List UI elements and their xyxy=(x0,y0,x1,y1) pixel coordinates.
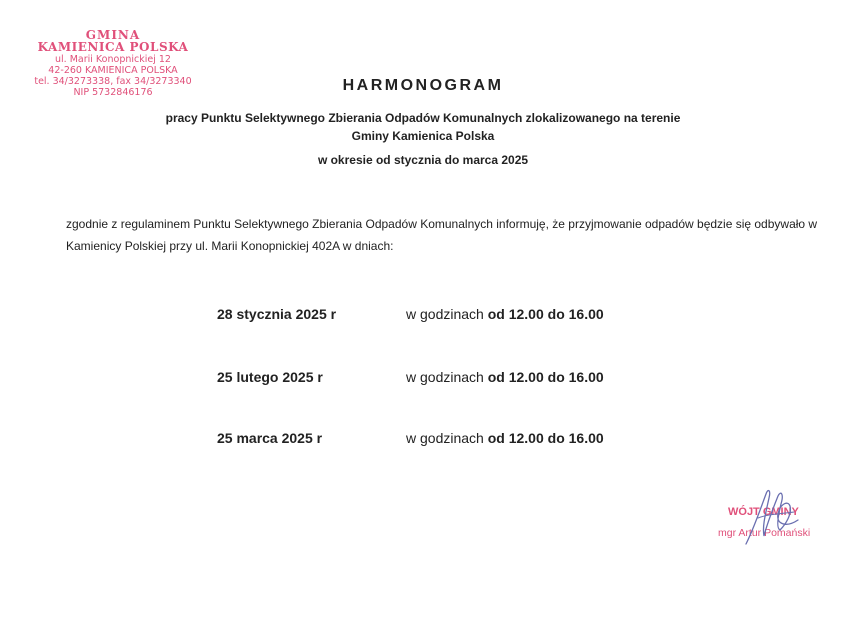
stamp-line-name: KAMIENICA POLSKA xyxy=(37,40,189,54)
hours-prefix: w godzinach xyxy=(406,430,488,446)
signature-name: mgr Artur Pomański xyxy=(718,527,811,539)
hours-range: od 12.00 do 16.00 xyxy=(487,306,604,322)
schedule-hours xyxy=(406,430,604,446)
schedule-date: 25 lutego 2025 r xyxy=(217,369,323,385)
schedule-date: 25 marca 2025 r xyxy=(217,430,323,446)
hours-prefix: w godzinach xyxy=(406,369,488,385)
hours-range: od 12.00 do 16.00 xyxy=(487,369,604,385)
document-title: HARMONOGRAM xyxy=(342,77,504,94)
stamp-line-nip: NIP 5732846176 xyxy=(73,87,153,98)
subtitle-line-2: Gminy Kamienica Polska xyxy=(351,129,495,143)
period-text: w okresie od stycznia do marca 2025 xyxy=(317,153,529,167)
schedule-date: 28 stycznia 2025 r xyxy=(217,306,337,322)
intro-paragraph: zgodnie z regulaminem Punktu Selektywnego Zbierania Odpadów Komunalnych informuję, że przyjmowanie odpadów będzie się odbywało w Kamienicy Polskiej przy ul. Marii Konopnickiej 402A w dniach: xyxy=(66,217,818,253)
hours-range: od 12.00 do 16.00 xyxy=(487,430,604,446)
subtitle-line-1: pracy Punktu Selektywnego Zbierania Odpadów Komunalnych zlokalizowanego na terenie xyxy=(165,111,681,125)
signature-title: WÓJT GMINY xyxy=(728,506,799,518)
stamp-line-phone: tel. 34/3273338, fax 34/3273340 xyxy=(34,76,192,87)
document-subtitle xyxy=(0,109,846,145)
schedule-hours xyxy=(406,369,604,385)
handwritten-signature xyxy=(740,484,810,550)
hours-prefix: w godzinach xyxy=(406,306,488,322)
schedule-hours xyxy=(406,306,604,322)
stamp-line-street: ul. Marii Konopnickiej 12 xyxy=(55,54,171,65)
stamp-line-postcode: 42-260 KAMIENICA POLSKA xyxy=(48,65,178,76)
stamp-line-gmina: GMINA xyxy=(85,28,141,42)
